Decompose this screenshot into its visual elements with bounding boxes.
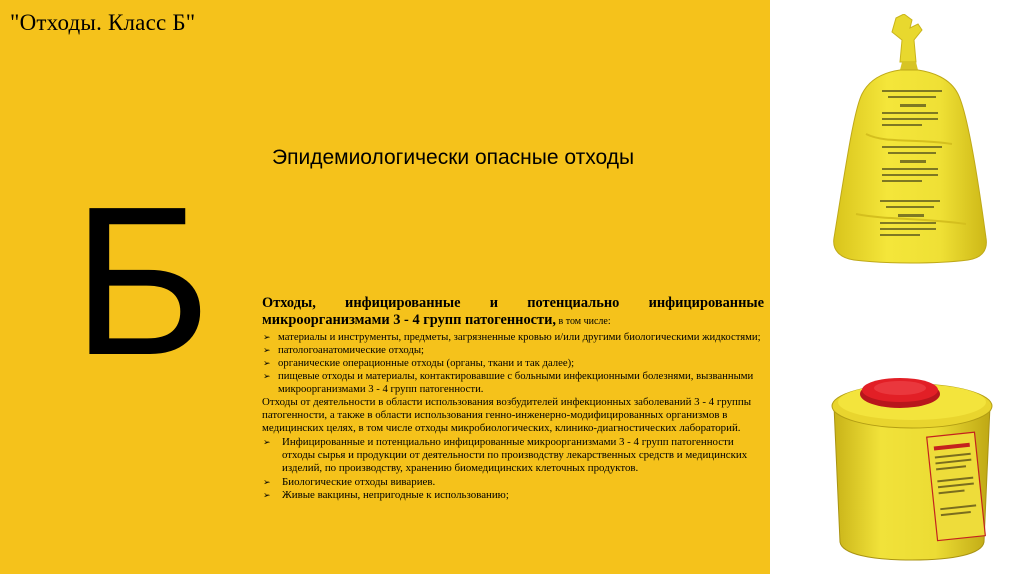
list-item: ➢ органические операционные отходы (органы, ткани и так далее); [263, 357, 575, 369]
list-item: ➢ патологоанатомические отходы; [263, 344, 425, 356]
arrow-bullet-icon: ➢ [263, 345, 271, 355]
list-item: ➢ Живые вакцины, непригодные к использованию; [263, 488, 509, 501]
lead-tail-text: в том числе: [556, 316, 611, 327]
arrow-bullet-icon: ➢ [263, 358, 271, 368]
waste-bag-image [826, 14, 994, 264]
content-block [262, 295, 764, 502]
body-paragraph: Отходы от деятельности в области использования возбудителей инфекционных заболеваний 3 - 4 группы патогенности, а также в области использования генно-инженерно-модифицированных организмов в медицинских целях, в том числе отходы микробиологических, клинико-диагностических лабораторий. [262, 396, 752, 435]
class-letter: Б [72, 162, 212, 399]
arrow-bullet-icon: ➢ [263, 436, 271, 447]
waste-container-image [820, 366, 1004, 562]
lead-bold-text: Отходы, инфицированные и потенциально инфицированные микроорганизмами 3 - 4 групп патогенности, [262, 295, 764, 328]
list-item: ➢ материалы и инструменты, предметы, загрязненные кровью и/или другими биологическими жидкостями; [263, 331, 761, 343]
arrow-bullet-icon: ➢ [263, 489, 271, 500]
list-item: ➢ пищевые отходы и материалы, контактировавшие с больными инфекционными болезнями, вызванными микроорганизмами 3 - 4 групп патогенности. [263, 370, 754, 395]
slide-subtitle: Эпидемиологически опасные отходы [272, 146, 635, 169]
arrow-bullet-icon: ➢ [263, 332, 271, 342]
list-item: ➢ Биологические отходы вивариев. [263, 475, 436, 488]
lead-paragraph [262, 295, 764, 330]
arrow-bullet-icon: ➢ [263, 476, 271, 487]
bullet-list-1 [262, 331, 764, 396]
slide-title: "Отходы. Класс Б" [10, 10, 196, 35]
arrow-bullet-icon: ➢ [263, 371, 271, 381]
bullet-list-2 [262, 436, 764, 502]
list-item: ➢ Инфицированные и потенциально инфицированные микроорганизмами 3 - 4 групп патогенности отходы сырья и продукции от деятельности по производству лекарственных средств и медицинских изделий, по производству, хранению биомедицинских клеточных продуктов. [263, 435, 748, 475]
